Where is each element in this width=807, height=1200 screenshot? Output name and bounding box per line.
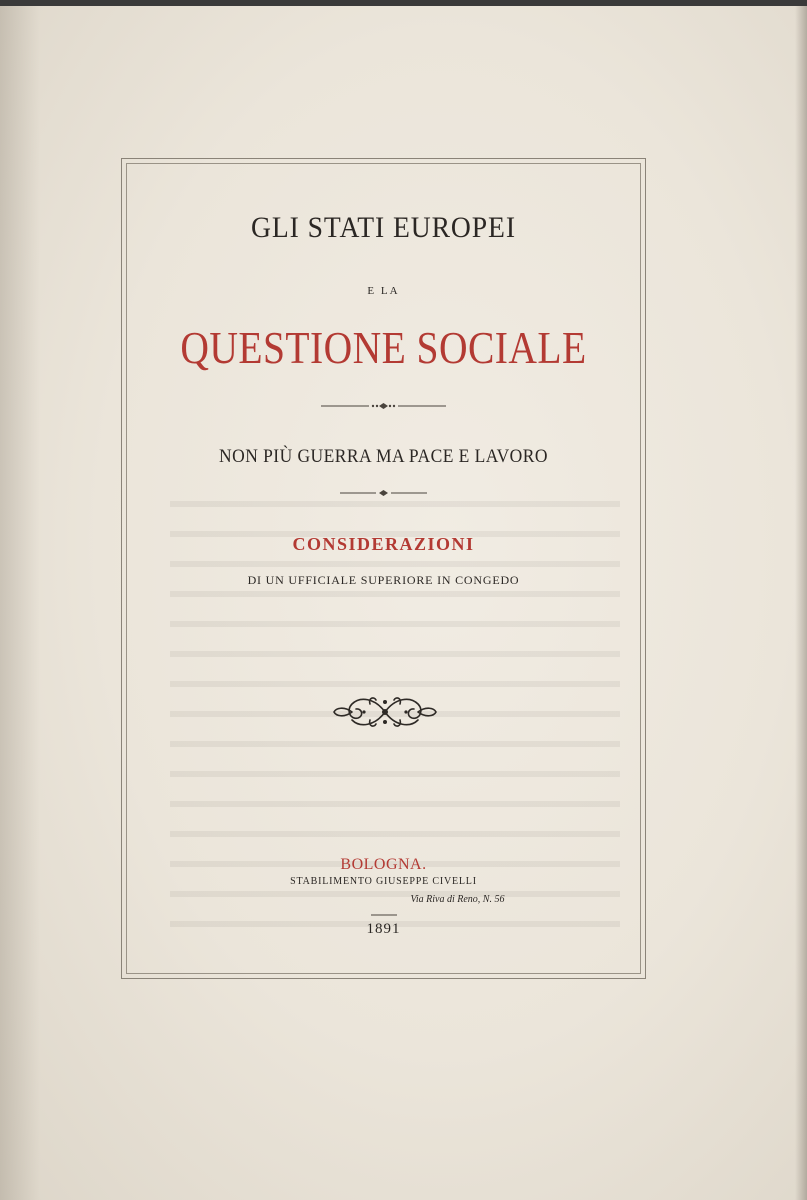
publisher-address: Via Riva di Reno, N. 56: [410, 894, 505, 905]
decorative-rule: [321, 402, 446, 410]
decorative-rule-small: [340, 489, 427, 497]
subtitle: NON PIÙ GUERRA MA PACE E LAVORO: [219, 446, 548, 467]
title-conjunction: E LA: [367, 285, 400, 297]
publication-year: 1891: [366, 921, 401, 937]
main-title: QUESTIONE SOCIALE: [180, 322, 587, 373]
title-line-1: GLI STATI EUROPEI: [251, 211, 516, 244]
short-rule: [371, 913, 397, 917]
section-heading: CONSIDERAZIONI: [292, 534, 475, 554]
publisher: STABILIMENTO GIUSEPPE CIVELLI: [290, 876, 477, 887]
title-page: [0, 6, 807, 1200]
city: BOLOGNA.: [340, 856, 427, 873]
floral-ornament-icon: [330, 690, 440, 734]
author-line: DI UN UFFICIALE SUPERIORE IN CONGEDO: [247, 573, 520, 587]
